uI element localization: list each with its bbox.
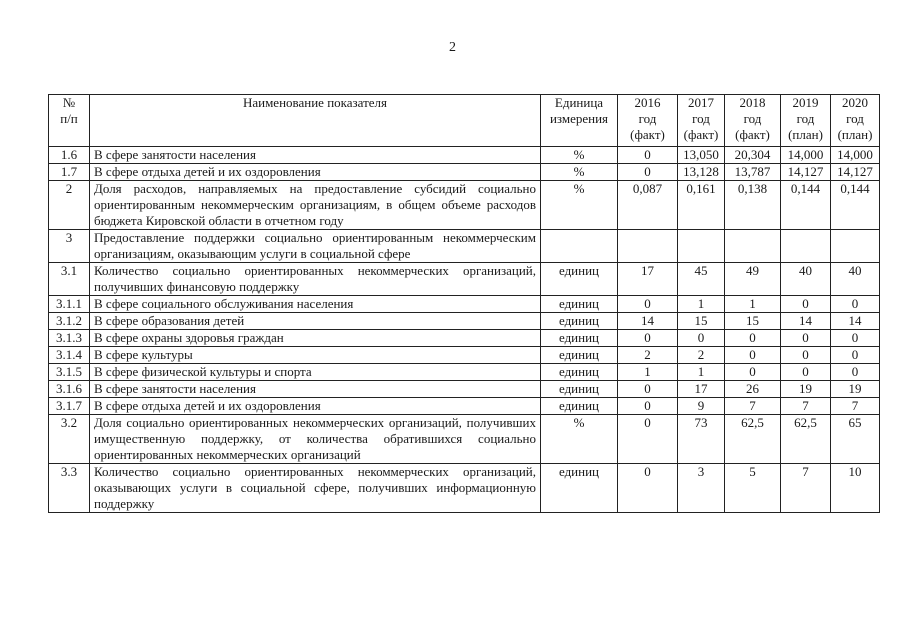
row-num: 3.2 (49, 415, 90, 464)
table-row (49, 230, 880, 263)
value-2016: 0 (618, 147, 678, 164)
table-row (49, 364, 880, 381)
table-row (49, 164, 880, 181)
value-2017 (678, 230, 725, 263)
indicators-table (48, 94, 880, 513)
value-2016: 0 (618, 398, 678, 415)
row-unit: % (541, 147, 618, 164)
value-2016: 0 (618, 464, 678, 513)
value-2019: 14,127 (781, 164, 831, 181)
value-2018: 0 (725, 330, 781, 347)
row-unit: % (541, 164, 618, 181)
table-row (49, 464, 880, 513)
table-header-row (49, 95, 880, 147)
header-2019: 2019 год (план) (781, 95, 831, 147)
header-name: Наименование показателя (90, 95, 541, 147)
value-2017: 13,128 (678, 164, 725, 181)
row-unit: единиц (541, 381, 618, 398)
row-name: В сфере отдыха детей и их оздоровления (90, 398, 541, 415)
value-2020: 65 (831, 415, 880, 464)
value-2018: 0 (725, 364, 781, 381)
row-num: 3.3 (49, 464, 90, 513)
row-num: 3.1.3 (49, 330, 90, 347)
value-2018: 62,5 (725, 415, 781, 464)
row-name: В сфере физической культуры и спорта (90, 364, 541, 381)
row-unit: единиц (541, 313, 618, 330)
row-num: 1.7 (49, 164, 90, 181)
row-num: 3 (49, 230, 90, 263)
value-2016: 0 (618, 164, 678, 181)
value-2019: 0 (781, 296, 831, 313)
value-2019: 0,144 (781, 181, 831, 230)
value-2016: 14 (618, 313, 678, 330)
value-2016: 0 (618, 296, 678, 313)
value-2019: 14 (781, 313, 831, 330)
value-2017: 3 (678, 464, 725, 513)
header-num: № п/п (49, 95, 90, 147)
row-num: 3.1.4 (49, 347, 90, 364)
value-2018: 1 (725, 296, 781, 313)
value-2020: 0 (831, 347, 880, 364)
table-row (49, 381, 880, 398)
value-2018: 20,304 (725, 147, 781, 164)
value-2019: 0 (781, 364, 831, 381)
row-unit: % (541, 415, 618, 464)
row-num: 3.1.5 (49, 364, 90, 381)
row-name: В сфере охраны здоровья граждан (90, 330, 541, 347)
value-2019: 0 (781, 330, 831, 347)
row-num: 3.1.2 (49, 313, 90, 330)
value-2019: 40 (781, 263, 831, 296)
header-2017: 2017 год (факт) (678, 95, 725, 147)
value-2020: 14,127 (831, 164, 880, 181)
value-2020: 40 (831, 263, 880, 296)
value-2017: 73 (678, 415, 725, 464)
row-num: 3.1.7 (49, 398, 90, 415)
row-name: В сфере отдыха детей и их оздоровления (90, 164, 541, 181)
row-name: Количество социально ориентированных некоммерческих организаций, оказывающих услуги в социальной сфере, получивших информационную поддержку (90, 464, 541, 513)
value-2017: 1 (678, 364, 725, 381)
value-2017: 0,161 (678, 181, 725, 230)
table-row (49, 181, 880, 230)
value-2016: 1 (618, 364, 678, 381)
value-2016: 0 (618, 330, 678, 347)
value-2017: 15 (678, 313, 725, 330)
value-2016 (618, 230, 678, 263)
row-unit (541, 230, 618, 263)
value-2020: 0 (831, 296, 880, 313)
value-2018: 0,138 (725, 181, 781, 230)
value-2020: 10 (831, 464, 880, 513)
value-2020: 14,000 (831, 147, 880, 164)
value-2019: 7 (781, 398, 831, 415)
row-name: Доля социально ориентированных некоммерческих организаций, получивших имущественную поддержку, от количества обратившихся социально ориентированных некоммерческих организаций (90, 415, 541, 464)
table-row (49, 313, 880, 330)
row-name: В сфере занятости населения (90, 147, 541, 164)
value-2019: 0 (781, 347, 831, 364)
value-2020: 19 (831, 381, 880, 398)
value-2018: 49 (725, 263, 781, 296)
value-2018: 26 (725, 381, 781, 398)
value-2018: 0 (725, 347, 781, 364)
value-2016: 0,087 (618, 181, 678, 230)
value-2018: 5 (725, 464, 781, 513)
value-2019: 14,000 (781, 147, 831, 164)
value-2016: 2 (618, 347, 678, 364)
value-2016: 17 (618, 263, 678, 296)
header-2018: 2018 год (факт) (725, 95, 781, 147)
row-unit: единиц (541, 347, 618, 364)
row-unit: единиц (541, 398, 618, 415)
value-2020: 0 (831, 364, 880, 381)
row-name: В сфере занятости населения (90, 381, 541, 398)
header-unit: Единица измерения (541, 95, 618, 147)
row-num: 3.1.6 (49, 381, 90, 398)
row-num: 3.1 (49, 263, 90, 296)
table-row (49, 347, 880, 364)
value-2017: 1 (678, 296, 725, 313)
header-2016: 2016 год (факт) (618, 95, 678, 147)
table-row (49, 415, 880, 464)
table-row (49, 147, 880, 164)
row-name: В сфере социального обслуживания населения (90, 296, 541, 313)
table-row (49, 263, 880, 296)
value-2017: 13,050 (678, 147, 725, 164)
value-2016: 0 (618, 381, 678, 398)
value-2020: 0,144 (831, 181, 880, 230)
value-2018: 15 (725, 313, 781, 330)
row-unit: единиц (541, 330, 618, 347)
value-2019 (781, 230, 831, 263)
value-2018: 13,787 (725, 164, 781, 181)
table-row (49, 296, 880, 313)
row-name: Количество социально ориентированных некоммерческих организаций, получивших финансовую поддержку (90, 263, 541, 296)
value-2018: 7 (725, 398, 781, 415)
table-row (49, 330, 880, 347)
table-row (49, 398, 880, 415)
row-unit: единиц (541, 296, 618, 313)
row-num: 1.6 (49, 147, 90, 164)
row-name: Предоставление поддержки социально ориентированным некоммерческим организациям, оказывающим услуги в социальной сфере (90, 230, 541, 263)
row-unit: % (541, 181, 618, 230)
header-2020: 2020 год (план) (831, 95, 880, 147)
value-2020: 0 (831, 330, 880, 347)
row-unit: единиц (541, 263, 618, 296)
page-number: 2 (449, 40, 456, 55)
value-2017: 2 (678, 347, 725, 364)
value-2020 (831, 230, 880, 263)
value-2018 (725, 230, 781, 263)
value-2019: 62,5 (781, 415, 831, 464)
value-2020: 7 (831, 398, 880, 415)
row-num: 2 (49, 181, 90, 230)
value-2017: 9 (678, 398, 725, 415)
row-name: В сфере образования детей (90, 313, 541, 330)
value-2019: 19 (781, 381, 831, 398)
row-unit: единиц (541, 364, 618, 381)
value-2019: 7 (781, 464, 831, 513)
value-2020: 14 (831, 313, 880, 330)
value-2016: 0 (618, 415, 678, 464)
row-name: Доля расходов, направляемых на предоставление субсидий социально ориентированным некоммерческим организациям, в общем объеме расходов бюджета Кировской области в отчетном году (90, 181, 541, 230)
row-num: 3.1.1 (49, 296, 90, 313)
value-2017: 0 (678, 330, 725, 347)
value-2017: 45 (678, 263, 725, 296)
value-2017: 17 (678, 381, 725, 398)
row-name: В сфере культуры (90, 347, 541, 364)
row-unit: единиц (541, 464, 618, 513)
